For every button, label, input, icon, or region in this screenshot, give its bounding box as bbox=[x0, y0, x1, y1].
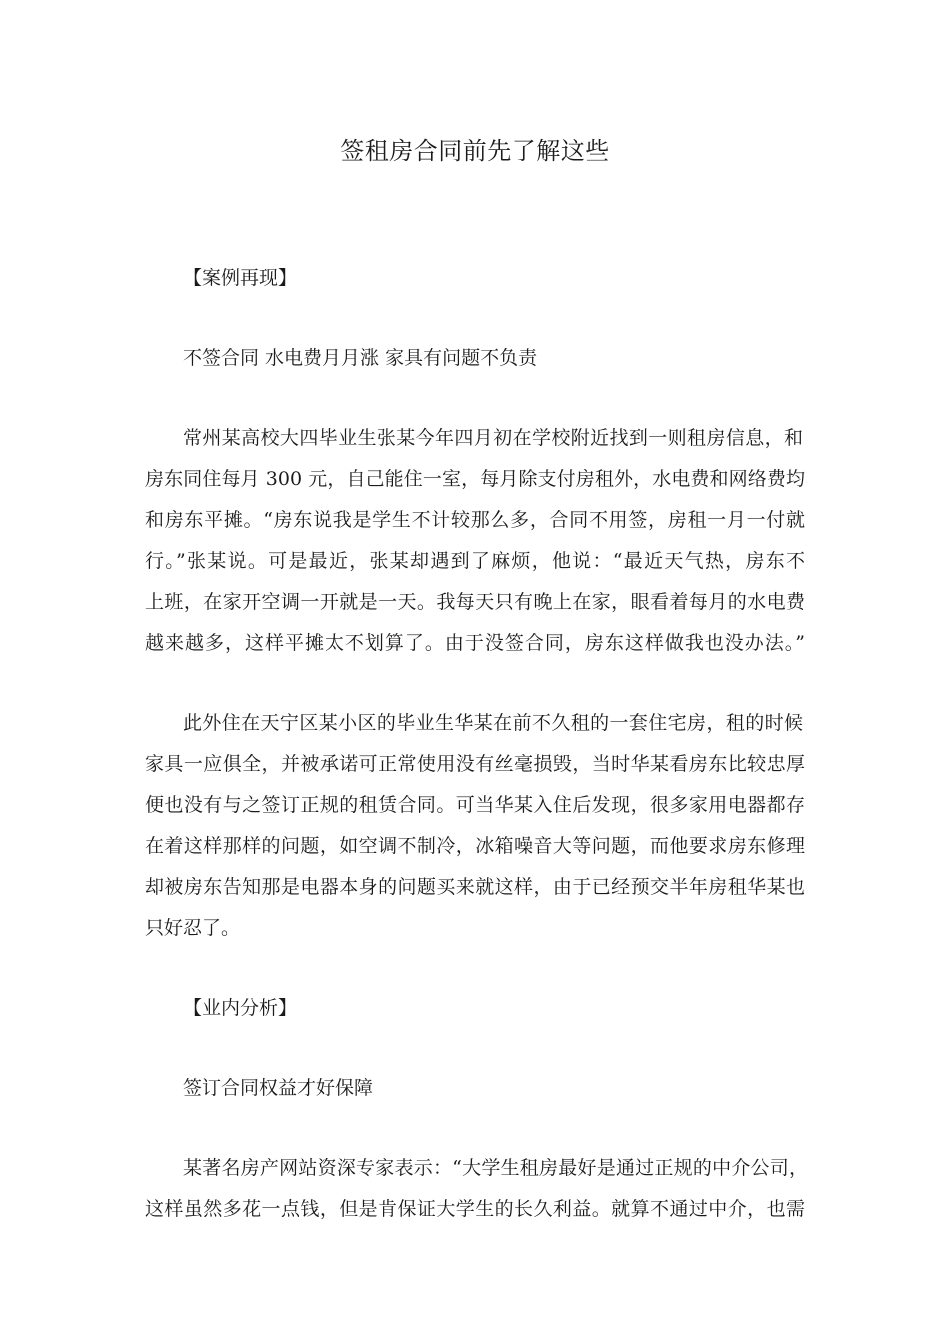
section-heading-case: 【案例再现】 bbox=[183, 267, 298, 289]
paragraph-line: 上班，在家开空调一开就是一天。我每天只有晚上在家，眼看着每月的水电费 bbox=[145, 591, 805, 613]
document-title: 签租房合同前先了解这些 bbox=[340, 137, 610, 165]
section-subheading-case: 不签合同 水电费月月涨 家具有问题不负责 bbox=[183, 347, 538, 369]
section-subheading-analysis: 签订合同权益才好保障 bbox=[183, 1077, 374, 1099]
paragraph-line: 却被房东告知那是电器本身的问题买来就这样，由于已经预交半年房租华某也 bbox=[145, 876, 805, 898]
paragraph-line: 此外住在天宁区某小区的毕业生华某在前不久租的一套住宅房，租的时候 bbox=[183, 712, 803, 734]
paragraph-line: 常州某高校大四毕业生张某今年四月初在学校附近找到一则租房信息，和 bbox=[183, 427, 803, 449]
paragraph-line: 行。”张某说。可是最近，张某却遇到了麻烦，他说：“最近天气热，房东不 bbox=[145, 550, 805, 572]
paragraph-line: 只好忍了。 bbox=[145, 917, 241, 939]
paragraph-line: 家具一应俱全，并被承诺可正常使用没有丝毫损毁，当时华某看房东比较忠厚 bbox=[145, 753, 805, 775]
paragraph-line: 便也没有与之签订正规的租赁合同。可当华某入住后发现，很多家用电器都存 bbox=[145, 794, 805, 816]
paragraph-line: 越来越多，这样平摊太不划算了。由于没签合同，房东这样做我也没办法。” bbox=[145, 632, 805, 654]
paragraph-line: 房东同住每月 300 元，自己能住一室，每月除支付房租外，水电费和网络费均 bbox=[145, 468, 805, 490]
paragraph-line: 在着这样那样的问题，如空调不制冷，冰箱噪音大等问题，而他要求房东修理 bbox=[145, 835, 805, 857]
section-heading-analysis: 【业内分析】 bbox=[183, 997, 298, 1019]
paragraph-line: 这样虽然多花一点钱，但是肯保证大学生的长久利益。就算不通过中介，也需 bbox=[145, 1198, 805, 1220]
paragraph-line: 和房东平摊。“房东说我是学生不计较那么多，合同不用签，房租一月一付就 bbox=[145, 509, 805, 531]
paragraph-line: 某著名房产网站资深专家表示：“大学生租房最好是通过正规的中介公司， bbox=[183, 1157, 808, 1179]
